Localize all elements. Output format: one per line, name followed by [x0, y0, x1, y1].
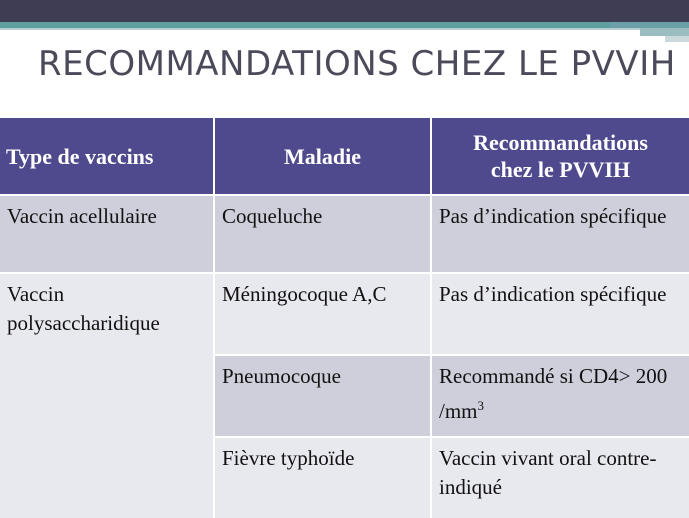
table-row	[0, 195, 689, 273]
cell-maladie: Pneumocoque	[214, 355, 431, 437]
corner-decor-3	[665, 36, 689, 42]
cell-maladie: Coqueluche	[214, 195, 431, 273]
reco-text: Recommandé si CD4> 200 /mm	[439, 364, 668, 423]
cell-type: Vaccin acellulaire	[0, 195, 214, 273]
cell-reco: Pas d’indication spécifique	[431, 195, 689, 273]
reco-superscript: 3	[477, 398, 485, 413]
cell-reco: Vaccin vivant oral contre-indiqué	[431, 437, 689, 518]
header-reco-line1: Recommandations	[473, 130, 648, 155]
top-accent-stripe-light	[0, 28, 689, 30]
table-row	[0, 273, 689, 355]
cell-maladie: Fièvre typhoïde	[214, 437, 431, 518]
recommendations-table	[0, 118, 689, 518]
top-decor-bar	[0, 0, 689, 22]
cell-reco	[431, 355, 689, 437]
slide-title: RECOMMANDATIONS CHEZ LE PVVIH	[38, 44, 676, 84]
header-reco-line2: chez le PVVIH	[490, 157, 631, 182]
cell-reco: Pas d’indication spécifique	[431, 273, 689, 355]
cell-maladie: Méningocoque A,C	[214, 273, 431, 355]
header-maladie: Maladie	[214, 118, 431, 195]
header-type-vaccins: Type de vaccins	[0, 118, 214, 195]
corner-decor-2	[640, 28, 689, 36]
table-header-row	[0, 118, 689, 195]
cell-type: Vaccin polysaccharidique	[0, 273, 214, 518]
header-recommandations	[431, 118, 689, 195]
